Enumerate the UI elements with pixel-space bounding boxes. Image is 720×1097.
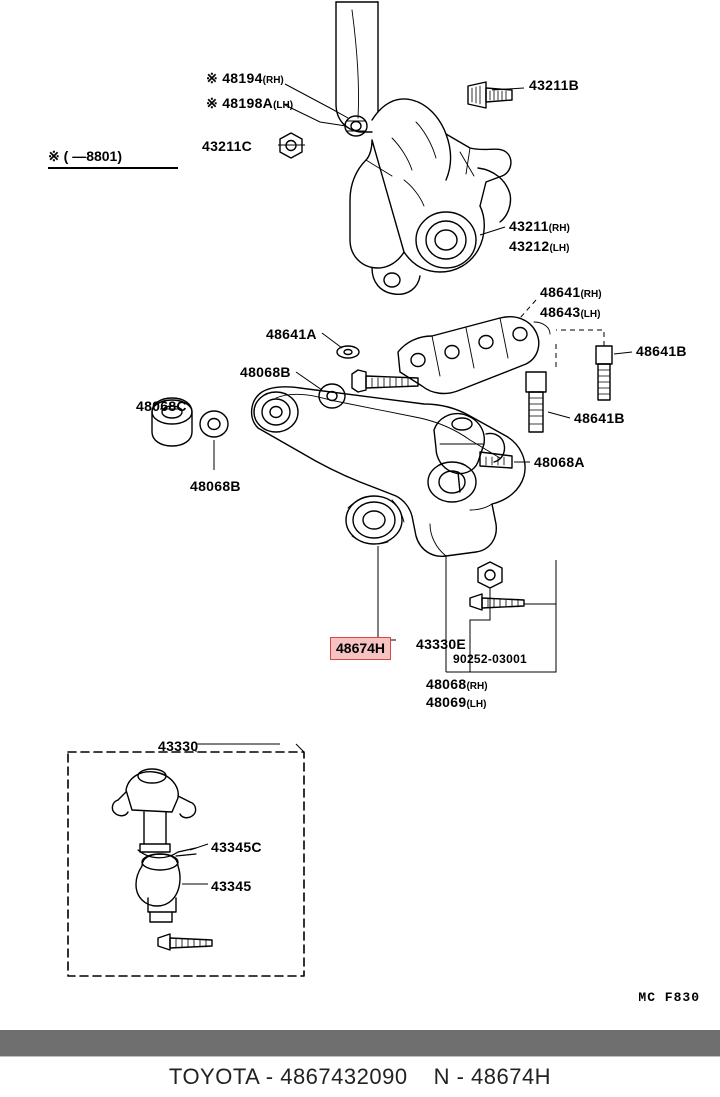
part-reference: N - 48674H [433, 1064, 552, 1089]
part-label-43212: 43212(LH) [509, 238, 570, 254]
part-label-43330E: 43330E [416, 636, 467, 652]
part-label-48641B-upper: 48641B [636, 343, 687, 359]
part-label-43345C: 43345C [211, 839, 262, 855]
part-label-48068C: 48068C [136, 398, 187, 414]
part-label-43211: 43211(RH) [509, 218, 570, 234]
highlighted-part-48674H[interactable]: 48674H [330, 637, 391, 660]
year-range-note [48, 148, 178, 169]
part-label-48068A: 48068A [534, 454, 585, 470]
note-symbol: ※ ( [48, 148, 69, 164]
part-label-48069: 48069(LH) [426, 694, 487, 710]
part-label-90252-03001: 90252-03001 [453, 652, 528, 666]
part-label-43211C: 43211C [202, 138, 253, 154]
drawing-sheet-code: MC F830 [638, 990, 700, 1005]
part-label-48641B-lower: 48641B [574, 410, 625, 426]
part-label-48643: 48643(LH) [540, 304, 601, 320]
footer-content [0, 1056, 720, 1097]
footer [0, 1030, 720, 1096]
part-label-48641A: 48641A [266, 326, 317, 342]
part-label-48068B-top: 48068B [240, 364, 291, 380]
separator-dash: - [265, 1064, 281, 1089]
part-label-48198A: ※ 48198A(LH) [206, 95, 294, 111]
footer-accent-bar [0, 1030, 720, 1056]
part-label-48068: 48068(RH) [426, 676, 488, 692]
brand-and-part-number [169, 1064, 408, 1090]
part-label-48068B-bottom: 48068B [190, 478, 241, 494]
note-range: —8801) [72, 148, 122, 164]
part-label-43345: 43345 [211, 878, 252, 894]
part-label-43211B: 43211B [529, 77, 580, 93]
part-label-48641: 48641(RH) [540, 284, 602, 300]
brand-name: TOYOTA [168, 1064, 260, 1089]
part-label-43330: 43330 [158, 738, 199, 754]
part-label-48194: ※ 48194(RH) [206, 70, 284, 86]
part-number: 4867432090 [280, 1064, 408, 1089]
